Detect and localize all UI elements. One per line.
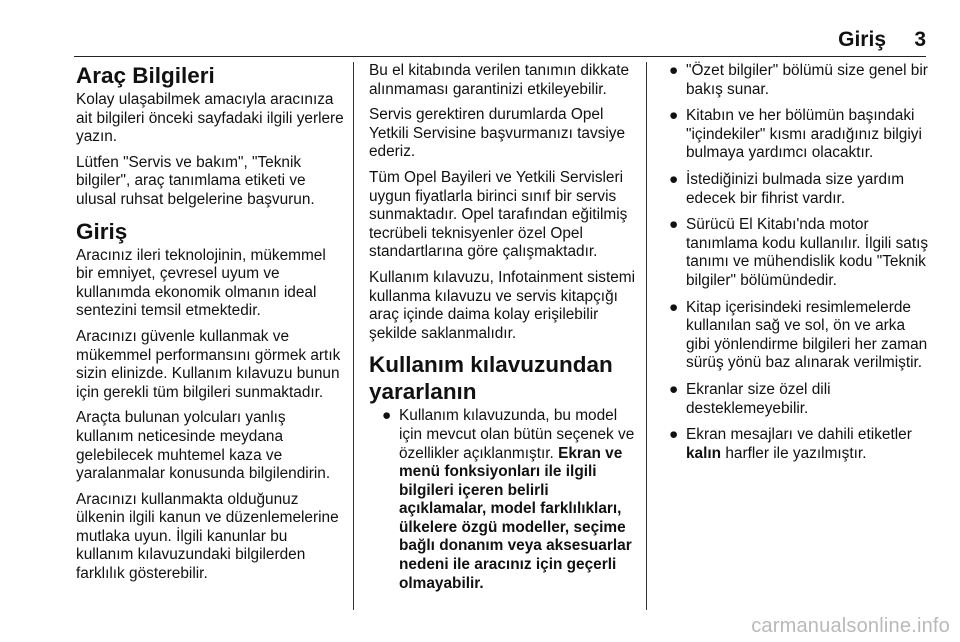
bullet-icon: ● (382, 407, 392, 425)
heading-kullanim-kilavuzu: Kullanım kılavuzundan yararlanın (369, 352, 613, 405)
bullet-icon: ● (669, 107, 679, 125)
list-item (377, 407, 637, 593)
page-header (74, 28, 926, 57)
list-item-text: "Özet bilgiler" bölümü size genel bir bakış sunar. (686, 62, 928, 98)
bullet-icon: ● (669, 170, 679, 188)
list-item (664, 216, 932, 290)
chapter-title: Giriş (838, 28, 886, 51)
bullet-list (377, 407, 637, 593)
list-item-text: Kitabın ve her bölümün başındaki "içindekiler" kısmı aradığınız bilgiyi bulmaya yardımcı olacaktır. (686, 107, 922, 162)
bullet-icon: ● (669, 62, 679, 79)
paragraph: Lütfen "Servis ve bakım", "Teknik bilgiler", araç tanımlama etiketi ve ulusal ruhsat belgelerine başvurun. (76, 153, 315, 208)
paragraph: Servis gerektiren durumlarda Opel Yetkili Servisine başvurmanızı tavsiye ederiz. (369, 106, 626, 161)
paragraph: Kullanım kılavuzu, Infotainment sistemi kullanma kılavuzu ve servis kitapçığı araç içinde daima kolay erişilebilir şekilde saklanmalıdır. (369, 268, 636, 342)
list-item (664, 381, 932, 418)
heading-giris: Giriş (76, 218, 128, 244)
list-item (664, 62, 932, 99)
list-item (664, 426, 932, 463)
paragraph: Aracınız ileri teknolojinin, mükemmel bir emniyet, çevresel uyum ve kullanımda ekonomik olmanın ideal sentezini temsil etmektedir. (76, 246, 326, 320)
list-item-text: Kullanım kılavuzunda, bu model için mevcut olan bütün seçenek ve özellikler açıklanmıştır. (399, 407, 635, 462)
list-item-text: Sürücü El Kitabı'nda motor tanımlama kodu kullanılır. İlgili satış tanımı ve mühendislik kodu "Teknik bilgiler" bölümündedir. (686, 216, 929, 289)
bullet-icon: ● (669, 216, 679, 234)
bullet-icon: ● (669, 426, 679, 444)
list-item (664, 107, 932, 163)
list-item-text: İstediğinizi bulmada size yardım edecek bir fihrist vardır. (686, 170, 905, 207)
list-item-bold-text: kalın (686, 444, 722, 462)
bullet-icon: ● (669, 298, 679, 316)
column-divider-1 (353, 62, 354, 610)
list-item-text: Kitap içerisindeki resimlemelerde kullanılan sağ ve sol, ön ve arka gibi yönlendirme bilgileri her zaman sürüş yönü baz alınarak verilmiştir. (686, 298, 928, 372)
paragraph: Tüm Opel Bayileri ve Yetkili Servisleri uygun fiyatlarla birinci sınıf bir servis sunmaktadır. Opel tarafından eğitilmiş tecrübeli teknisyenler özel Opel standartlarına göre çalışmaktadır. (369, 168, 628, 261)
paragraph: Kolay ulaşabilmek amacıyla aracınıza ait bilgileri önceki sayfadaki ilgili yerlere yazın. (76, 91, 344, 146)
paragraph: Araçta bulunan yolcuları yanlış kullanım neticesinde meydana gelebilecek muhtemel kaza ve yaralanmalar konusunda bilgilendirin. (76, 409, 331, 483)
column-1 (76, 62, 346, 591)
column-2 (369, 62, 637, 601)
list-item-bold-text: Ekran ve menü fonksiyonları ile ilgili bilgileri içeren belirli açıklamalar, model farklılıkları, ülkelere özgü modeller, seçime bağlı donanım veya aksesuarlar nedeni ile aracınız için geçerli olmayabilir. (399, 444, 632, 592)
list-item-text: harfler ile yazılmıştır. (721, 444, 867, 462)
column-3 (664, 62, 932, 471)
list-item (664, 171, 932, 208)
bullet-list (664, 62, 932, 463)
paragraph: Bu el kitabında verilen tanımın dikkate alınmaması garantinizi etkileyebilir. (369, 62, 630, 98)
paragraph: Aracınızı güvenle kullanmak ve mükemmel performansını görmek artık sizin elinizde. Kullanım kılavuzu bunun için gerekli tüm bilgileri sunmaktadır. (76, 327, 341, 401)
list-item (664, 299, 932, 373)
list-item-text: Ekran mesajları ve dahili etiketler (686, 426, 912, 444)
column-divider-2 (646, 62, 647, 610)
page-number: 3 (914, 28, 926, 51)
list-item-text: Ekranlar size özel dili desteklemeyebilir. (686, 380, 831, 417)
bullet-icon: ● (669, 380, 679, 398)
heading-arac-bilgileri: Araç Bilgileri (76, 63, 215, 88)
watermark-text: carmanualsonline.info (751, 615, 950, 637)
paragraph: Aracınızı kullanmakta olduğunuz ülkenin ilgili kanun ve düzenlemelerine mutlaka uyun. İlgili kanunlar bu kullanım kılavuzundaki bilgilerden farklılık gösterebilir. (76, 490, 339, 583)
